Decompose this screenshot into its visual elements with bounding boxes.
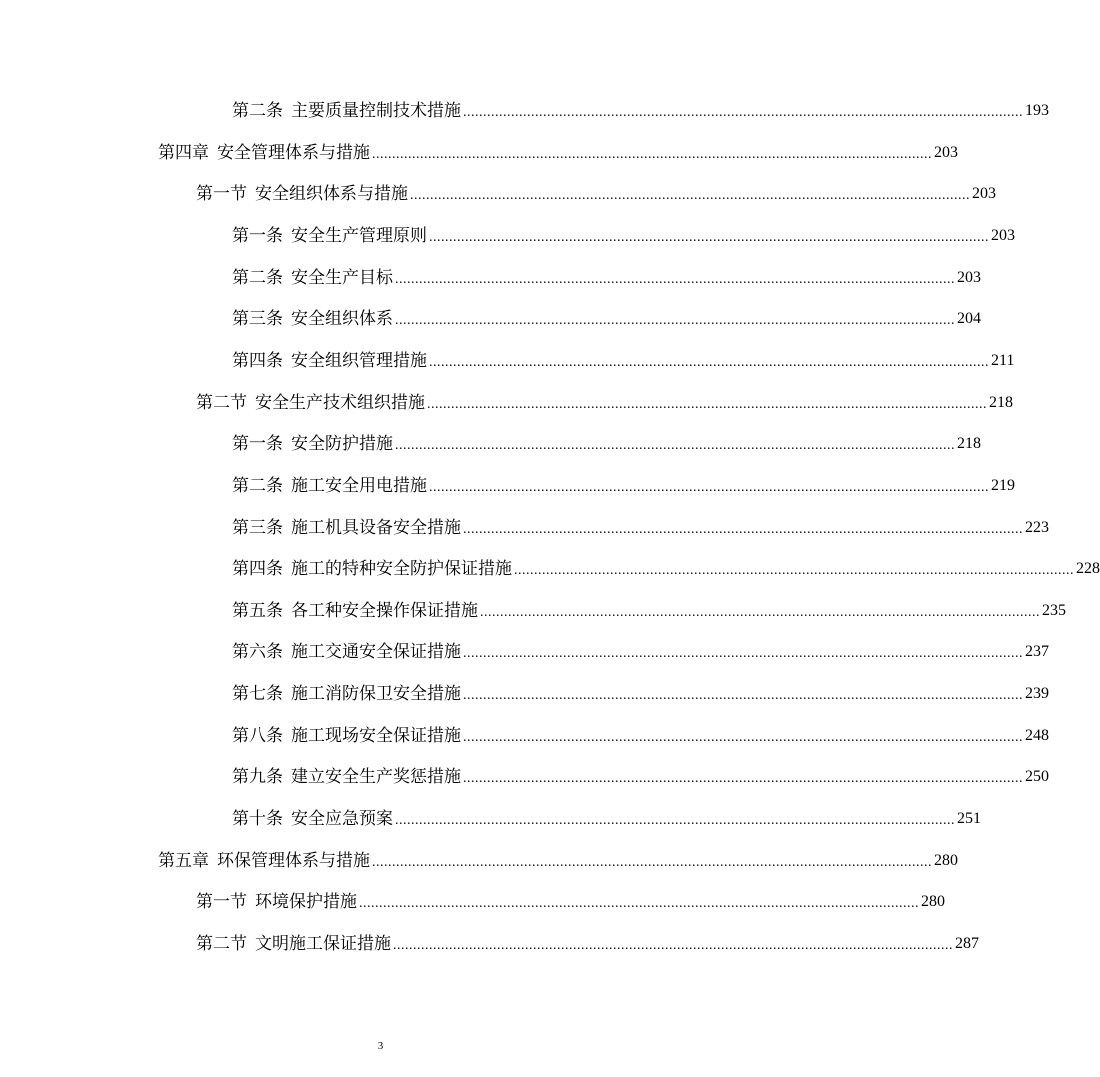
dot-leader: ............................................................................................................................................ <box>427 397 987 412</box>
toc-entry[interactable] <box>232 804 981 830</box>
toc-entry[interactable] <box>232 263 981 289</box>
toc-entry-label: 第二条 <box>232 476 283 496</box>
toc-entry[interactable] <box>232 596 1066 622</box>
toc-entry-label: 第一条 <box>232 434 283 454</box>
toc-entry-title: 施工交通安全保证措施 <box>291 642 461 662</box>
toc-entry-label: 第五章 <box>158 851 209 871</box>
dot-leader: ............................................................................................................................................ <box>463 646 1023 661</box>
toc-entry-page: 250 <box>1025 768 1049 785</box>
dot-leader: ............................................................................................................................................ <box>372 855 932 870</box>
toc-entry-label: 第三条 <box>232 309 283 329</box>
dot-leader: ............................................................................................................................................ <box>480 605 1040 620</box>
dot-leader: ............................................................................................................................................ <box>429 480 989 495</box>
dot-leader: ............................................................................................................................................ <box>410 188 970 203</box>
toc-entry-page: 203 <box>957 269 981 286</box>
toc-entry-page: 239 <box>1025 685 1049 702</box>
toc-entry-title: 施工安全用电措施 <box>291 476 427 496</box>
toc-entry[interactable] <box>232 346 1015 372</box>
toc-entry-title: 安全组织管理措施 <box>291 351 427 371</box>
toc-entry[interactable] <box>232 721 1049 747</box>
toc-entry-label: 第七条 <box>232 684 283 704</box>
toc-entry-page: 223 <box>1025 519 1049 536</box>
toc-entry-label: 第一条 <box>232 226 283 246</box>
dot-leader: ............................................................................................................................................ <box>359 896 919 911</box>
toc-entry-title: 安全应急预案 <box>291 809 393 829</box>
toc-entry-page: 204 <box>957 310 981 327</box>
toc-entry-title: 建立安全生产奖惩措施 <box>291 767 461 787</box>
toc-entry[interactable] <box>196 929 979 955</box>
toc-entry[interactable] <box>232 429 981 455</box>
toc-entry-label: 第四条 <box>232 559 283 579</box>
page-number: 3 <box>377 1040 384 1052</box>
toc-entry-page: 193 <box>1025 102 1049 119</box>
toc-entry-title: 施工消防保卫安全措施 <box>291 684 461 704</box>
dot-leader: ............................................................................................................................................ <box>514 563 1074 578</box>
toc-entry-title: 各工种安全操作保证措施 <box>291 601 478 621</box>
dot-leader: ............................................................................................................................................ <box>372 147 932 162</box>
toc-entry-page: 218 <box>957 435 981 452</box>
toc-entry-label: 第一节 <box>196 184 247 204</box>
toc-entry-page: 211 <box>991 352 1015 369</box>
toc-entry-title: 施工现场安全保证措施 <box>291 726 461 746</box>
toc-entry-label: 第二节 <box>196 393 247 413</box>
toc-entry-title: 主要质量控制技术措施 <box>291 101 461 121</box>
dot-leader: ............................................................................................................................................ <box>463 105 1023 120</box>
toc-entry-title: 施工的特种安全防护保证措施 <box>291 559 512 579</box>
toc-entry-label: 第九条 <box>232 767 283 787</box>
toc-entry-page: 203 <box>972 185 996 202</box>
toc-entry[interactable] <box>232 679 1049 705</box>
toc-entry[interactable] <box>158 138 958 164</box>
toc-entry-title: 安全管理体系与措施 <box>217 143 370 163</box>
toc-entry-title: 安全组织体系 <box>291 309 393 329</box>
toc-entry[interactable] <box>232 762 1049 788</box>
dot-leader: ............................................................................................................................................ <box>463 688 1023 703</box>
toc-entry-title: 安全防护措施 <box>291 434 393 454</box>
toc-entry-title: 环保管理体系与措施 <box>217 851 370 871</box>
dot-leader: ............................................................................................................................................ <box>395 813 955 828</box>
toc-entry-page: 203 <box>991 227 1015 244</box>
toc-entry[interactable] <box>232 637 1049 663</box>
toc-entry[interactable] <box>196 887 945 913</box>
toc-entry[interactable] <box>232 96 1049 122</box>
toc-entry[interactable] <box>158 846 958 872</box>
dot-leader: ............................................................................................................................................ <box>429 230 989 245</box>
toc-entry-label: 第一节 <box>196 892 247 912</box>
toc-entry-label: 第三条 <box>232 518 283 538</box>
toc-entry-page: 280 <box>921 893 945 910</box>
toc-entry-page: 280 <box>934 852 958 869</box>
toc-entry-page: 248 <box>1025 727 1049 744</box>
toc-entry-page: 218 <box>989 394 1013 411</box>
toc-entry-page: 287 <box>955 935 979 952</box>
toc-entry-label: 第二节 <box>196 934 247 954</box>
toc-entry-label: 第二条 <box>232 101 283 121</box>
toc-entry-title: 环境保护措施 <box>255 892 357 912</box>
toc-entry-label: 第四章 <box>158 143 209 163</box>
toc-entry[interactable] <box>196 179 996 205</box>
toc-entry-title: 安全生产管理原则 <box>291 226 427 246</box>
toc-entry-page: 237 <box>1025 643 1049 660</box>
toc-entry[interactable] <box>232 513 1049 539</box>
toc-entry-title: 安全生产技术组织措施 <box>255 393 425 413</box>
toc-entry-page: 219 <box>991 477 1015 494</box>
toc-entry[interactable] <box>232 221 1015 247</box>
toc-entry-label: 第五条 <box>232 601 283 621</box>
toc-entry-label: 第六条 <box>232 642 283 662</box>
toc-entry[interactable] <box>232 554 1100 580</box>
toc-entry-label: 第二条 <box>232 268 283 288</box>
toc-entry[interactable] <box>232 471 1015 497</box>
toc-entry-page: 251 <box>957 810 981 827</box>
toc-entry-label: 第八条 <box>232 726 283 746</box>
toc-entry-title: 施工机具设备安全措施 <box>291 518 461 538</box>
toc-entry-title: 安全组织体系与措施 <box>255 184 408 204</box>
toc-entry-page: 228 <box>1076 560 1100 577</box>
dot-leader: ............................................................................................................................................ <box>393 938 953 953</box>
toc-entry-label: 第十条 <box>232 809 283 829</box>
toc-entry-page: 203 <box>934 144 958 161</box>
dot-leader: ............................................................................................................................................ <box>395 272 955 287</box>
toc-entry-title: 安全生产目标 <box>291 268 393 288</box>
dot-leader: ............................................................................................................................................ <box>463 730 1023 745</box>
toc-entry[interactable] <box>196 388 1013 414</box>
dot-leader: ............................................................................................................................................ <box>429 355 989 370</box>
dot-leader: ............................................................................................................................................ <box>463 522 1023 537</box>
dot-leader: ............................................................................................................................................ <box>463 771 1023 786</box>
dot-leader: ............................................................................................................................................ <box>395 313 955 328</box>
dot-leader: ............................................................................................................................................ <box>395 438 955 453</box>
toc-entry-page: 235 <box>1042 602 1066 619</box>
toc-entry[interactable] <box>232 304 981 330</box>
toc-entry-label: 第四条 <box>232 351 283 371</box>
toc-entry-title: 文明施工保证措施 <box>255 934 391 954</box>
